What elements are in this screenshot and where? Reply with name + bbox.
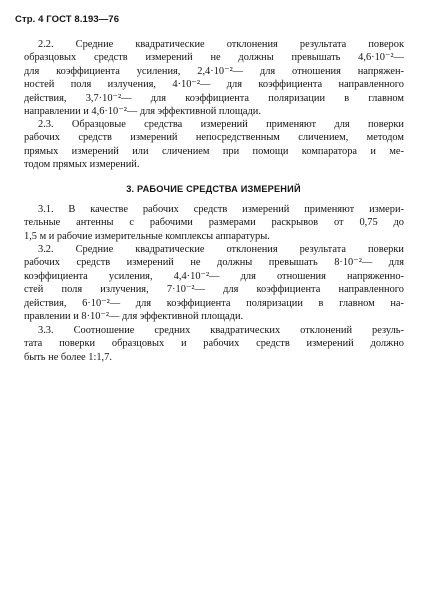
text-line: тельные антенны с рабочими размерами раскрывов от 0,75 до: [24, 217, 404, 229]
paragraph-2-3: [24, 118, 404, 172]
text-line: направлении и 4,6·10⁻²— для эффективной площади.: [24, 105, 261, 117]
paragraph-3-3: [24, 324, 404, 364]
section-heading: 3. РАБОЧИЕ СРЕДСТВА ИЗМЕРЕНИЙ: [126, 184, 301, 194]
paragraph-3-2: [24, 243, 404, 323]
text-line: прямых измерений или сличением при помощи компаратора и ме-: [24, 145, 404, 157]
text-line: 3.3. Соотношение средних квадратических отклонений резуль-: [38, 325, 404, 336]
page-header: Стр. 4 ГОСТ 8.193—76: [15, 14, 120, 25]
text-line: тата поверки образцовых и рабочих средств измерений должно: [24, 338, 404, 350]
text-line: действия, 6·10⁻²— для коэффициента поляризации в главном на-: [24, 297, 404, 309]
text-line: 2.2. Средние квадратические отклонения результата поверок: [38, 39, 404, 50]
text-line: образцовых средств измерений не должны превышать 4,6·10⁻²—: [24, 52, 404, 64]
paragraph-2-2: [24, 38, 404, 118]
text-line: 1,5 м и рабочие измерительные комплексы аппаратуры.: [24, 230, 270, 242]
text-line: коэффициента усиления, 4,4·10⁻²— для отношения напряженно-: [24, 270, 404, 282]
text-line: действия, 3,7·10⁻²— для коэффициента поляризации в главном: [24, 92, 404, 104]
text-line: рабочих средств измерений непосредственным сличением, методом: [24, 132, 404, 144]
text-line: тодом прямых измерений.: [24, 159, 140, 171]
text-line: правлении и 8·10⁻²— для эффективной площади.: [24, 310, 244, 322]
text-line: быть не более 1:1,7.: [24, 351, 112, 363]
paragraph-3-1: [24, 203, 404, 243]
text-line: рабочих средств измерений не должны превышать 8·10⁻²— для: [24, 257, 404, 269]
text-line: стей поля излучения, 7·10⁻²— для коэффициента направленного: [24, 284, 404, 296]
text-line: 3.1. В качестве рабочих средств измерений применяют измери-: [38, 204, 404, 215]
text-line: ностей поля излучения, 4·10⁻²— для коэффициента направленного: [24, 79, 404, 91]
text-line: 2.3. Образцовые средства измерений применяют для поверки: [38, 119, 404, 130]
text-line: 3.2. Средние квадратические отклонения результата поверки: [38, 244, 404, 255]
text-line: для коэффициента усиления, 2,4·10⁻²— для отношения напряжен-: [24, 65, 404, 77]
